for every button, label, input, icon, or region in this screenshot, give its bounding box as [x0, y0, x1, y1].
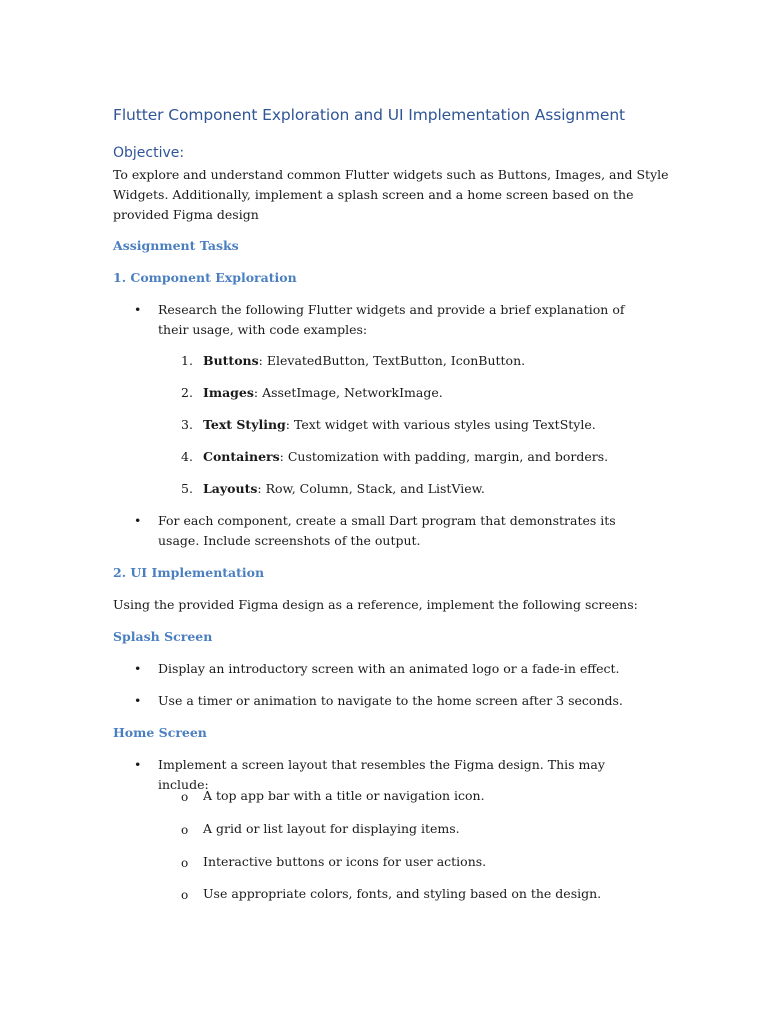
list-item-label: Containers: [203, 449, 280, 464]
ui-implementation-intro: Using the provided Figma design as a reference, implement the following screens:: [113, 597, 638, 612]
list-item-text: : Customization with padding, margin, and borders.: [279, 449, 609, 464]
objective-text: To explore and understand common Flutter widgets such as Buttons, Images, and Style Widgets. Additionally, implement a splash screen and a home screen based on the provided Figma design: [113, 167, 669, 222]
sub-bullet-marker: o: [181, 790, 189, 804]
tasks-heading: Assignment Tasks: [113, 238, 239, 253]
home-sub-item: Use appropriate colors, fonts, and styling based on the design.: [203, 886, 602, 901]
list-item-label: Text Styling: [203, 417, 286, 432]
home-sub-item: A grid or list layout for displaying items.: [203, 821, 460, 836]
home-screen-heading: Home Screen: [113, 725, 207, 740]
list-number: 3.: [181, 417, 193, 432]
bullet-marker: •: [134, 302, 142, 317]
list-item-text: : ElevatedButton, TextButton, IconButton.: [258, 353, 526, 368]
component-exploration-heading: 1. Component Exploration: [113, 270, 297, 285]
list-item-label: Buttons: [203, 353, 259, 368]
objective-heading: Objective:: [113, 145, 185, 161]
list-item: [203, 353, 525, 368]
sub-bullet-marker: o: [181, 888, 189, 902]
list-item: [203, 449, 608, 464]
splash-bullet: Display an introductory screen with an animated logo or a fade-in effect.: [158, 661, 620, 676]
list-item: [203, 481, 485, 496]
home-bullet: Implement a screen layout that resembles the Figma design. This may include:: [158, 757, 605, 792]
research-bullet: Research the following Flutter widgets and provide a brief explanation of their usage, with code examples:: [158, 302, 625, 337]
home-sub-item: A top app bar with a title or navigation icon.: [203, 788, 485, 803]
list-item-text: : AssetImage, NetworkImage.: [253, 385, 443, 400]
document-title: Flutter Component Exploration and UI Implementation Assignment: [113, 106, 626, 124]
splash-screen-heading: Splash Screen: [113, 629, 213, 644]
list-number: 5.: [181, 481, 193, 496]
list-item-label: Layouts: [203, 481, 258, 496]
bullet-marker: •: [134, 757, 142, 772]
list-item-text: : Row, Column, Stack, and ListView.: [257, 481, 485, 496]
bullet-marker: •: [134, 661, 142, 676]
list-item-text: : Text widget with various styles using TextStyle.: [285, 417, 596, 432]
list-item-label: Images: [203, 385, 254, 400]
bullet-marker: •: [134, 513, 142, 528]
splash-bullet: Use a timer or animation to navigate to the home screen after 3 seconds.: [158, 693, 623, 708]
sub-bullet-marker: o: [181, 823, 189, 837]
list-number: 2.: [181, 385, 193, 400]
home-sub-item: Interactive buttons or icons for user actions.: [203, 854, 487, 869]
list-item: [203, 385, 443, 400]
sub-bullet-marker: o: [181, 856, 189, 870]
bullet-marker: •: [134, 693, 142, 708]
ui-implementation-heading: 2. UI Implementation: [113, 565, 265, 580]
list-number: 1.: [181, 353, 193, 368]
list-number: 4.: [181, 449, 193, 464]
list-item: [203, 417, 596, 432]
dart-program-bullet: For each component, create a small Dart program that demonstrates its usage. Include screenshots of the output.: [158, 513, 616, 548]
